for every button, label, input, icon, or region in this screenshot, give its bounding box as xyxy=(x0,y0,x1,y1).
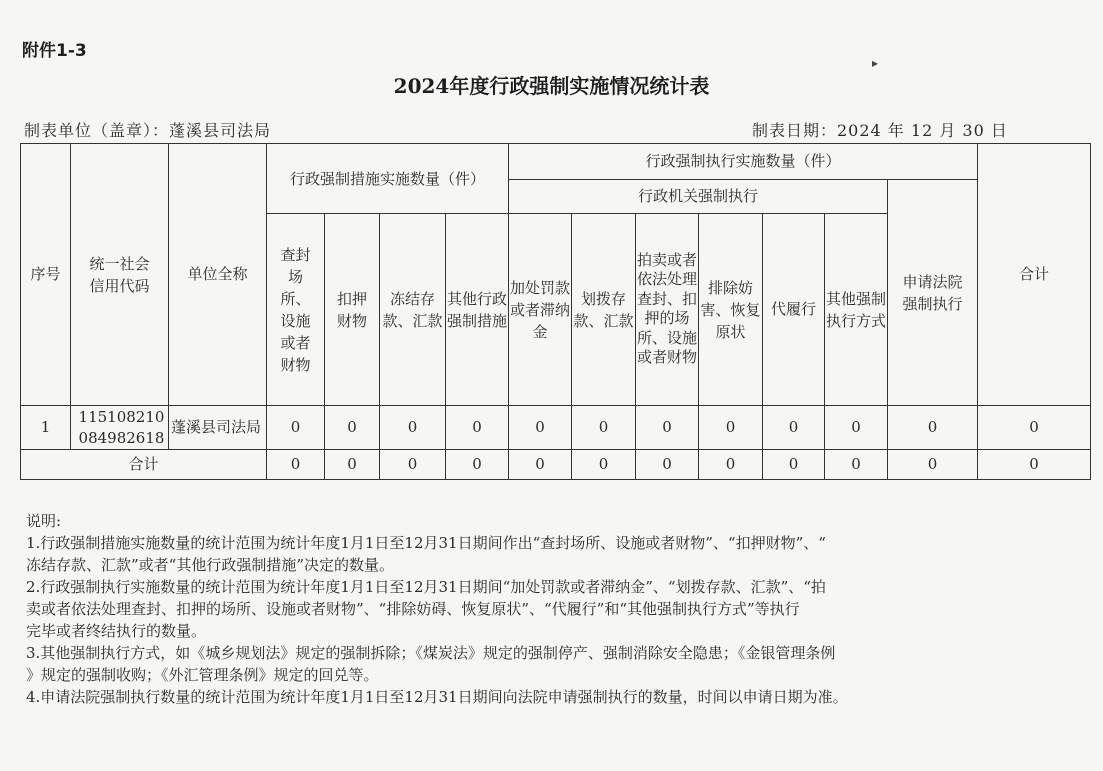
total-value: 0 xyxy=(978,450,1091,480)
row-value: 0 xyxy=(446,406,509,450)
row-seq: 1 xyxy=(21,406,71,450)
table-row xyxy=(21,406,1091,450)
header-seq: 序号 xyxy=(21,144,71,406)
header-m-seal: 查封场所、设施或者财物 xyxy=(267,214,325,406)
row-value: 0 xyxy=(325,406,380,450)
header-e-proxy: 代履行 xyxy=(763,214,825,406)
total-value: 0 xyxy=(267,450,325,480)
row-value: 0 xyxy=(699,406,763,450)
note-line: 2.行政强制执行实施数量的统计范围为统计年度1月1日至12月31日期间“加处罚款或者滞纳金”、“划拨存款、汇款”、“拍 xyxy=(26,578,826,596)
row-value: 0 xyxy=(888,406,978,450)
header-e-auction: 拍卖或者依法处理查封、扣押的场所、设施或者财物 xyxy=(636,214,699,406)
header-e-other: 其他强制执行方式 xyxy=(825,214,888,406)
note-line: 冻结存款、汇款”或者“其他行政强制措施”决定的数量。 xyxy=(26,556,395,574)
notes-section xyxy=(26,510,1076,708)
total-value: 0 xyxy=(325,450,380,480)
total-value: 0 xyxy=(446,450,509,480)
note-line: 》规定的强制收购；《外汇管理条例》规定的回兑等。 xyxy=(26,666,379,684)
total-value: 0 xyxy=(572,450,636,480)
row-value: 0 xyxy=(825,406,888,450)
row-value: 0 xyxy=(636,406,699,450)
total-value: 0 xyxy=(380,450,446,480)
row-value: 0 xyxy=(763,406,825,450)
header-unit-name: 单位全称 xyxy=(169,144,267,406)
header-total: 合计 xyxy=(978,144,1091,406)
header-measures-group: 行政强制措施实施数量（件） xyxy=(267,144,509,214)
total-value: 0 xyxy=(509,450,572,480)
scan-mark: ▸ xyxy=(872,56,879,70)
row-value: 0 xyxy=(267,406,325,450)
total-value: 0 xyxy=(636,450,699,480)
total-value: 0 xyxy=(825,450,888,480)
row-unit-name: 蓬溪县司法局 xyxy=(169,406,267,450)
note-line: 完毕或者终结执行的数量。 xyxy=(26,622,207,640)
attachment-label: 附件1-3 xyxy=(22,41,87,61)
row-value: 0 xyxy=(380,406,446,450)
total-value: 0 xyxy=(699,450,763,480)
header-court: 申请法院强制执行 xyxy=(888,180,978,406)
row-value: 0 xyxy=(509,406,572,450)
total-value: 0 xyxy=(763,450,825,480)
header-m-freeze: 冻结存款、汇款 xyxy=(380,214,446,406)
page-title: 2024年度行政强制实施情况统计表 xyxy=(393,74,710,98)
note-line: 3.其他强制执行方式，如《城乡规划法》规定的强制拆除；《煤炭法》规定的强制停产、强制消除安全隐患；《金银管理条例 xyxy=(26,644,836,662)
note-line: 1.行政强制措施实施数量的统计范围为统计年度1月1日至12月31日期间作出“查封场所、设施或者财物”、“扣押财物”、“ xyxy=(26,534,826,552)
header-e-remove: 排除妨害、恢复原状 xyxy=(699,214,763,406)
row-credit-code: 115108210084982618 xyxy=(71,406,169,450)
total-label: 合计 xyxy=(21,450,267,480)
row-value: 0 xyxy=(978,406,1091,450)
unit-label: 制表单位（盖章）：蓬溪县司法局 xyxy=(24,121,272,140)
row-value: 0 xyxy=(572,406,636,450)
header-m-detain: 扣押财物 xyxy=(325,214,380,406)
total-row xyxy=(21,450,1091,480)
note-line: 卖或者依法处理查封、扣押的场所、设施或者财物”、“排除妨碍、恢复原状”、“代履行”和“其他强制执行方式”等执行 xyxy=(26,600,800,618)
date-label: 制表日期：2024 年 12 月 30 日 xyxy=(752,121,1008,140)
note-line: 4.申请法院强制执行数量的统计范围为统计年度1月1日至12月31日期间向法院申请强制执行的数量，时间以申请日期为准。 xyxy=(26,688,848,706)
header-e-transfer: 划拨存款、汇款 xyxy=(572,214,636,406)
header-agency-group: 行政机关强制执行 xyxy=(509,180,888,214)
header-m-other: 其他行政强制措施 xyxy=(446,214,509,406)
statistics-table xyxy=(20,143,1091,480)
notes-heading: 说明: xyxy=(26,512,62,530)
header-e-fine: 加处罚款或者滞纳金 xyxy=(509,214,572,406)
header-credit-code: 统一社会信用代码 xyxy=(71,144,169,406)
header-execution-group: 行政强制执行实施数量（件） xyxy=(509,144,978,180)
total-value: 0 xyxy=(888,450,978,480)
